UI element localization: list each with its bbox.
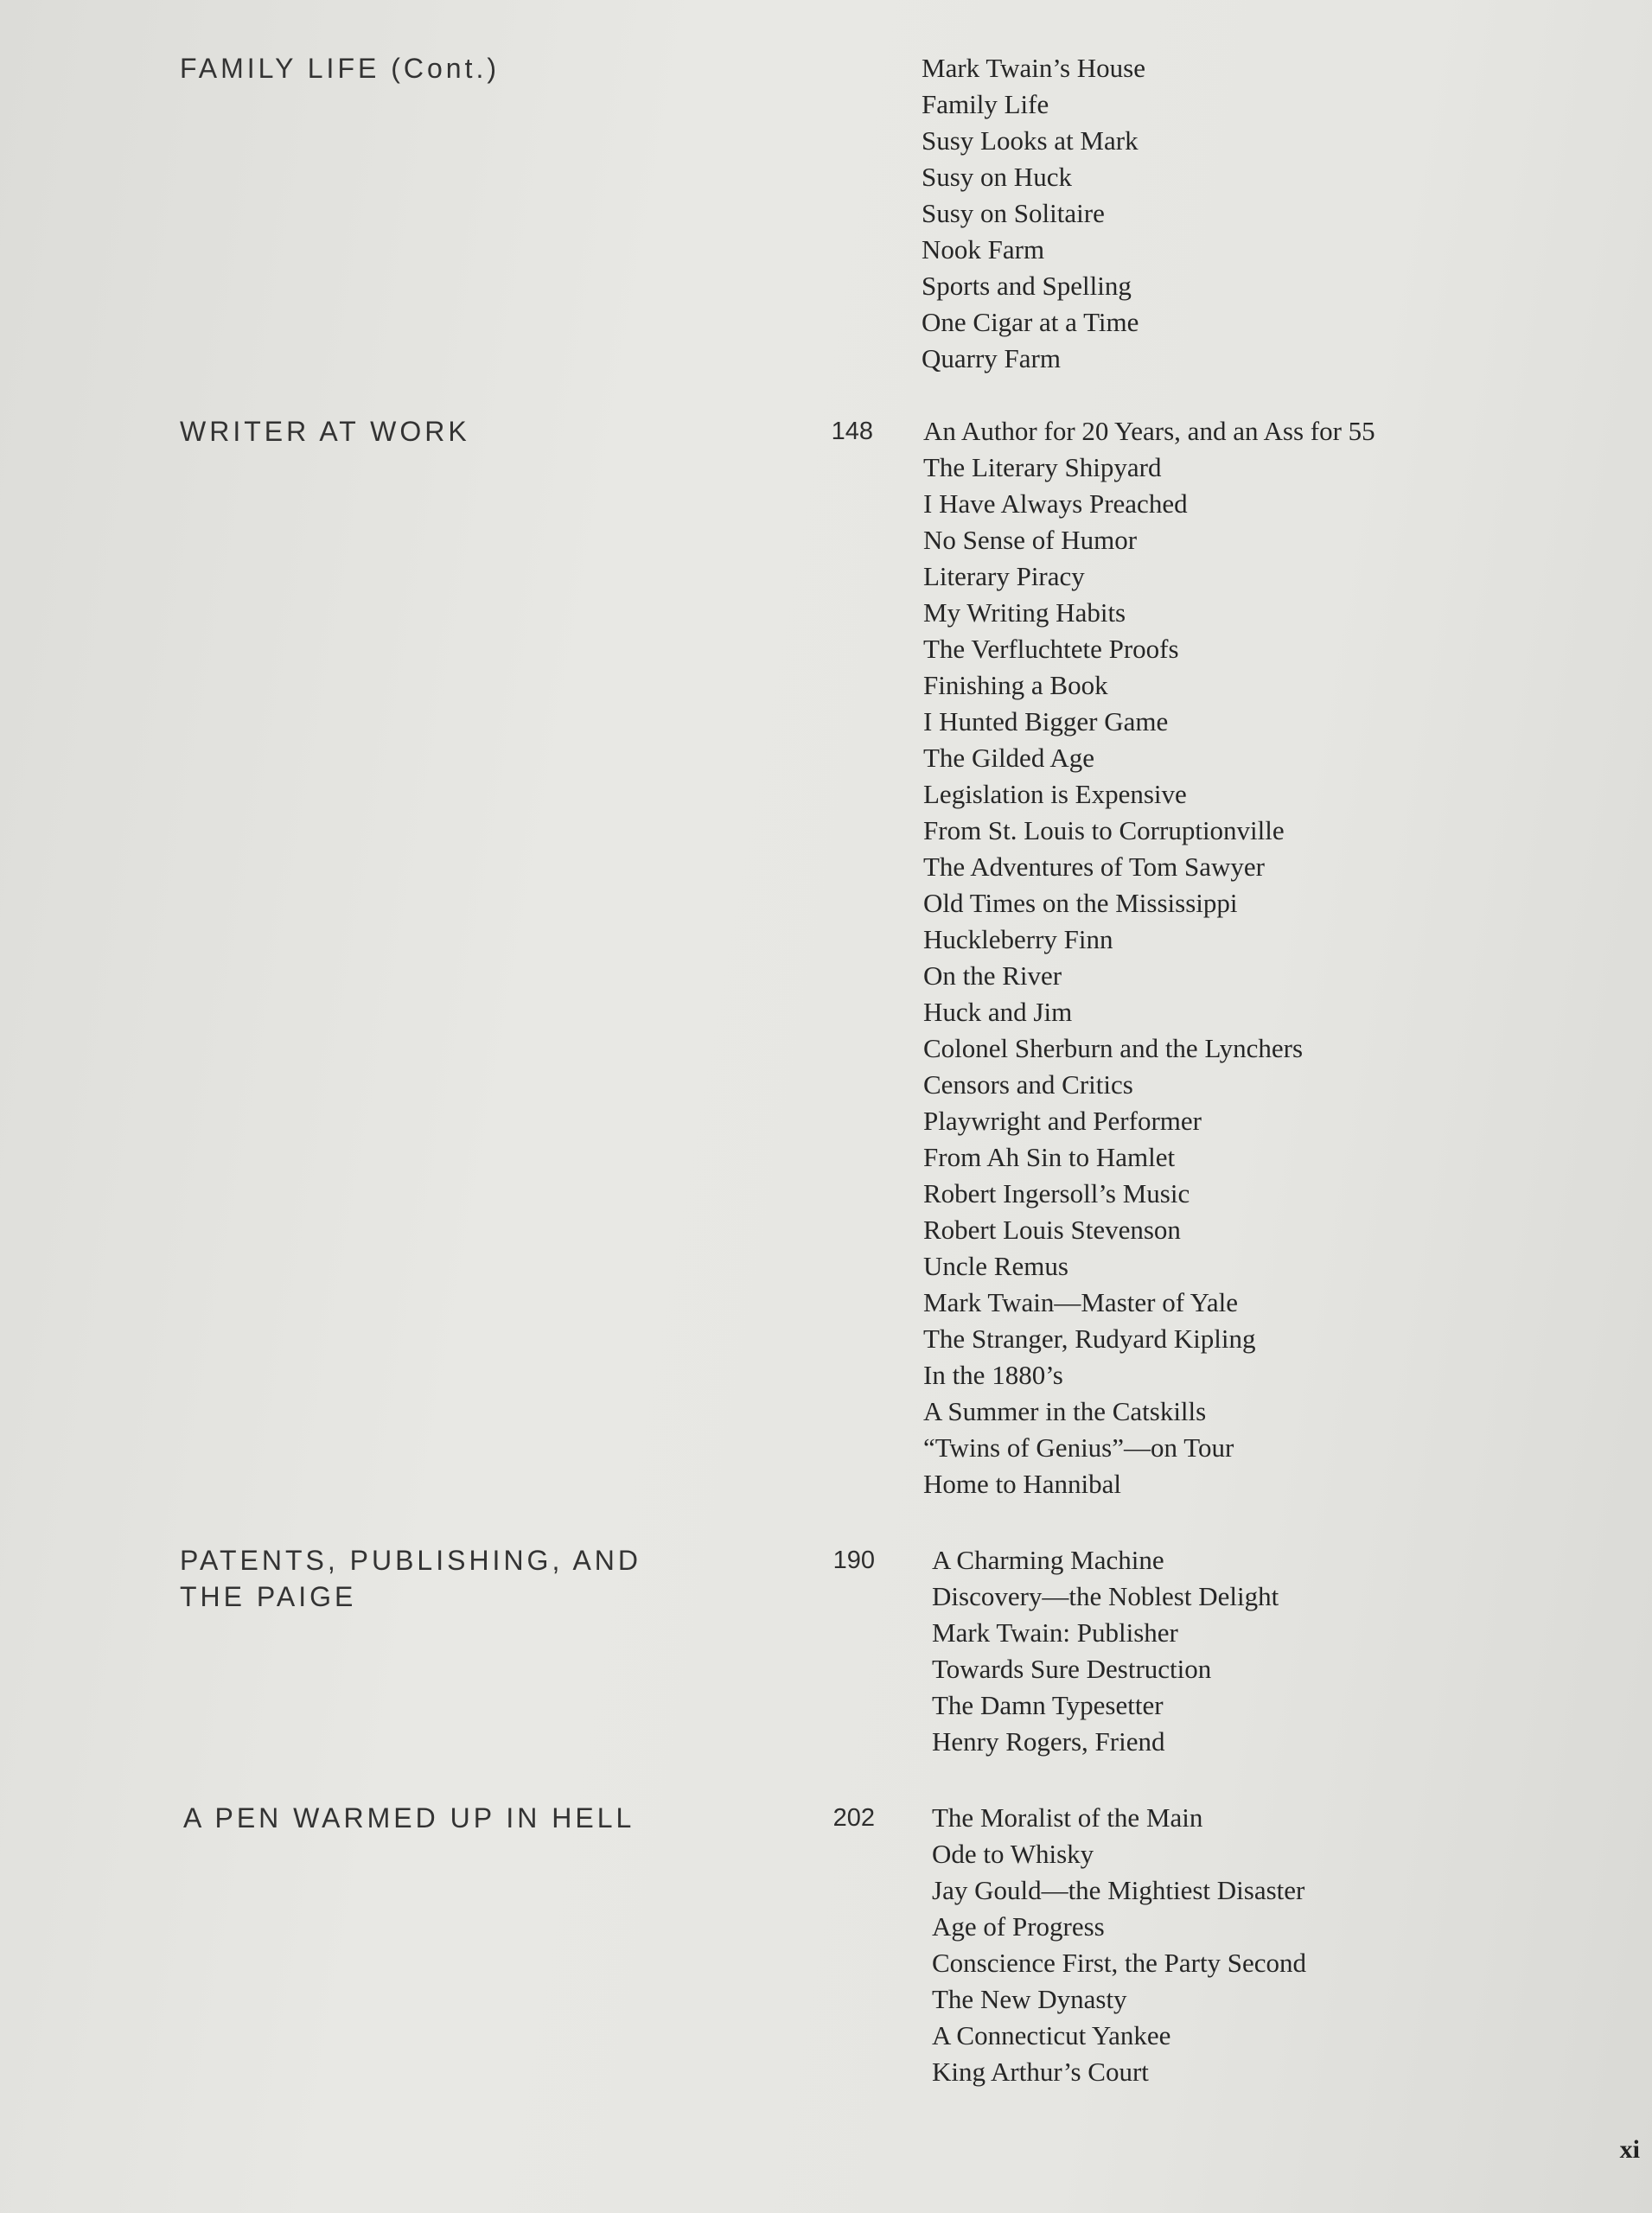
- list-item: An Author for 20 Years, and an Ass for 55: [923, 416, 1375, 446]
- list-item: Jay Gould—the Mightiest Disaster: [932, 1875, 1305, 1905]
- list-item: The Moralist of the Main: [932, 1802, 1203, 1833]
- list-item: Susy on Solitaire: [922, 198, 1105, 228]
- list-item: Family Life: [922, 89, 1049, 119]
- section-items: [922, 50, 1145, 377]
- list-item: Mark Twain: Publisher: [932, 1617, 1178, 1648]
- list-item: Huckleberry Finn: [923, 924, 1113, 954]
- list-item: Old Times on the Mississippi: [923, 888, 1238, 918]
- list-item: Susy on Huck: [922, 162, 1072, 192]
- list-item: Mark Twain—Master of Yale: [923, 1287, 1239, 1317]
- list-item: The New Dynasty: [932, 1984, 1127, 2014]
- list-item: Colonel Sherburn and the Lynchers: [923, 1033, 1304, 1063]
- list-item: “Twins of Genius”—on Tour: [923, 1432, 1234, 1463]
- list-item: Nook Farm: [922, 234, 1045, 265]
- section-page-number: 148: [831, 418, 873, 445]
- list-item: In the 1880’s: [923, 1360, 1063, 1390]
- list-item: A Summer in the Catskills: [923, 1396, 1207, 1426]
- list-item: Playwright and Performer: [923, 1106, 1202, 1136]
- list-item: My Writing Habits: [923, 597, 1126, 628]
- list-item: I Have Always Preached: [923, 488, 1188, 519]
- section-items: [923, 413, 1375, 1502]
- list-item: The Gilded Age: [923, 743, 1095, 773]
- list-item: Robert Ingersoll’s Music: [923, 1178, 1190, 1209]
- list-item: Susy Looks at Mark: [922, 125, 1139, 156]
- list-item: I Hunted Bigger Game: [923, 706, 1169, 737]
- page-number-folio: xi: [1619, 2135, 1640, 2164]
- list-item: Age of Progress: [932, 1911, 1105, 1942]
- list-item: No Sense of Humor: [923, 525, 1138, 555]
- section-items: [932, 1542, 1279, 1760]
- list-item: The Damn Typesetter: [932, 1690, 1164, 1720]
- list-item: Uncle Remus: [923, 1251, 1068, 1281]
- list-item: Huck and Jim: [923, 997, 1073, 1027]
- list-item: Discovery—the Noblest Delight: [932, 1581, 1279, 1611]
- list-item: From St. Louis to Corruptionville: [923, 815, 1285, 845]
- section-page-number: 202: [832, 1804, 875, 1832]
- list-item: One Cigar at a Time: [922, 307, 1139, 337]
- list-item: Towards Sure Destruction: [932, 1654, 1212, 1684]
- list-item: Robert Louis Stevenson: [923, 1215, 1181, 1245]
- list-item: Quarry Farm: [922, 343, 1061, 373]
- list-item: Ode to Whisky: [932, 1839, 1094, 1869]
- list-item: Legislation is Expensive: [923, 779, 1187, 809]
- list-item: A Connecticut Yankee: [932, 2020, 1171, 2050]
- section-title: WRITER AT WORK: [180, 416, 470, 447]
- list-item: Literary Piracy: [923, 561, 1085, 591]
- section-title: A PEN WARMED UP IN HELL: [183, 1802, 635, 1834]
- list-item: On the River: [923, 960, 1062, 991]
- list-item: The Literary Shipyard: [923, 452, 1162, 482]
- list-item: Conscience First, the Party Second: [932, 1948, 1307, 1978]
- list-item: From Ah Sin to Hamlet: [923, 1142, 1176, 1172]
- list-item: The Stranger, Rudyard Kipling: [923, 1323, 1256, 1354]
- list-item: The Verfluchtete Proofs: [923, 634, 1179, 664]
- list-item: Finishing a Book: [923, 670, 1108, 700]
- section-page-number: 190: [832, 1547, 875, 1574]
- list-item: Home to Hannibal: [923, 1469, 1122, 1499]
- list-item: A Charming Machine: [932, 1545, 1164, 1575]
- list-item: Censors and Critics: [923, 1069, 1133, 1100]
- section-title: FAMILY LIFE (Cont.): [180, 53, 501, 84]
- section-title: PATENTS, PUBLISHING, AND THE PAIGE: [180, 1545, 642, 1612]
- list-item: King Arthur’s Court: [932, 2057, 1149, 2087]
- list-item: Sports and Spelling: [922, 271, 1132, 301]
- list-item: Mark Twain’s House: [922, 53, 1146, 83]
- section-items: [932, 1800, 1306, 2090]
- list-item: Henry Rogers, Friend: [932, 1726, 1165, 1757]
- list-item: The Adventures of Tom Sawyer: [923, 851, 1266, 882]
